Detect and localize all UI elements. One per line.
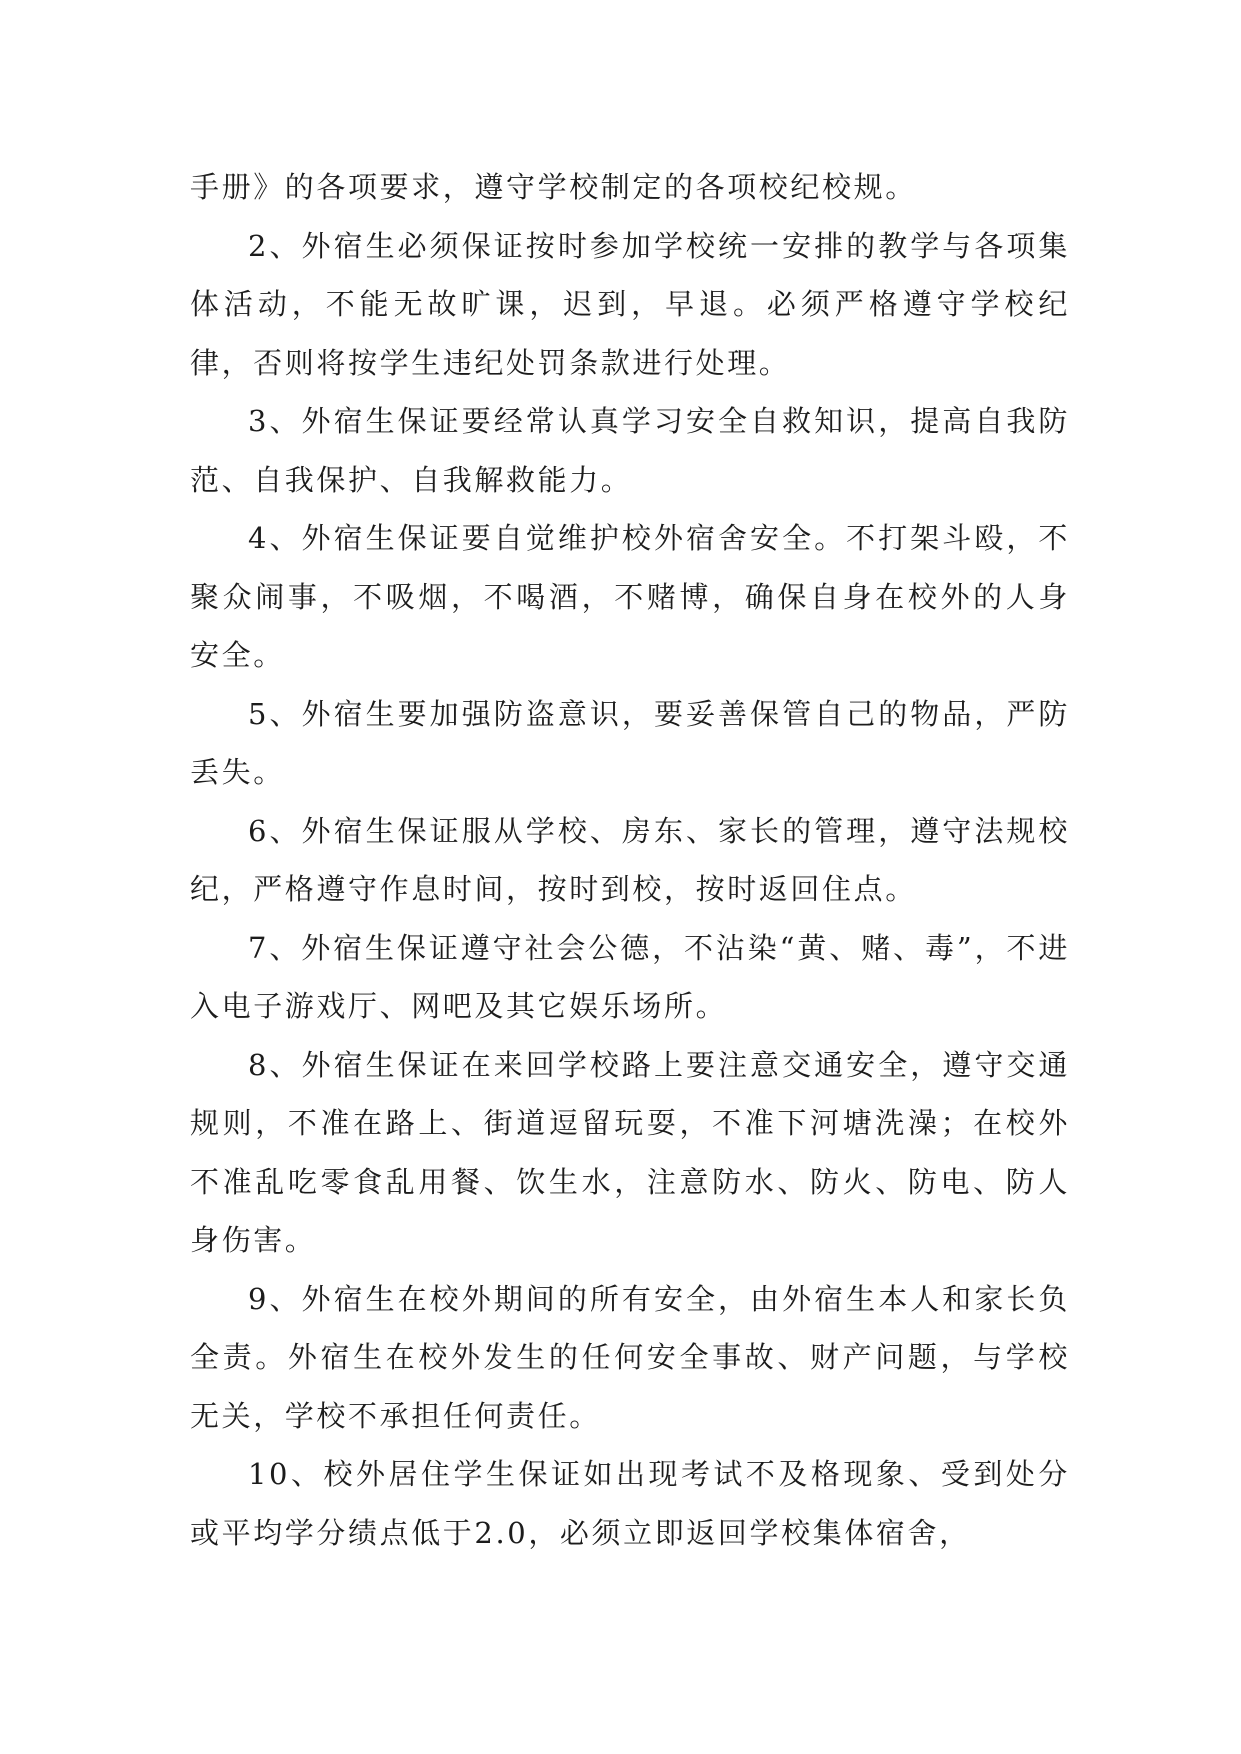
paragraph-item-7: 7、外宿生保证遵守社会公德，不沾染“黄、赌、毒”，不进入电子游戏厅、网吧及其它娱乐场所。: [190, 930, 1070, 1023]
paragraph-item-9: 9、外宿生在校外期间的所有安全，由外宿生本人和家长负全责。外宿生在校外发生的任何安全事故、财产问题，与学校无关，学校不承担任何责任。: [190, 1281, 1070, 1433]
paragraph-item-4: 4、外宿生保证要自觉维护校外宿舍安全。不打架斗殴，不聚众闹事，不吸烟，不喝酒，不赌博，确保自身在校外的人身安全。: [190, 521, 1070, 672]
paragraph-item-10: 10、校外居住学生保证如出现考试不及格现象、受到处分或平均学分绩点低于2.0，必须立即返回学校集体宿舍，: [190, 1457, 1070, 1550]
paragraph-continuation: 手册》的各项要求，遵守学校制定的各项校纪校规。: [190, 170, 917, 204]
paragraph-item-2: 2、外宿生必须保证按时参加学校统一安排的教学与各项集体活动，不能无故旷课，迟到，早退。必须严格遵守学校纪律，否则将按学生违纪处罚条款进行处理。: [190, 228, 1070, 380]
paragraph-item-3: 3、外宿生保证要经常认真学习安全自救知识，提高自我防范、自我保护、自我解救能力。: [190, 404, 1070, 497]
paragraph-item-8: 8、外宿生保证在来回学校路上要注意交通安全，遵守交通规则，不准在路上、街道逗留玩耍，不准下河塘洗澡；在校外不准乱吃零食乱用餐、饮生水，注意防水、防火、防电、防人身伤害。: [190, 1047, 1070, 1257]
paragraph-item-5: 5、外宿生要加强防盗意识，要妥善保管自己的物品，严防丢失。: [190, 696, 1070, 789]
paragraph-item-6: 6、外宿生保证服从学校、房东、家长的管理，遵守法规校纪，严格遵守作息时间，按时到校，按时返回住点。: [190, 813, 1070, 906]
document-body: [190, 158, 1070, 1562]
